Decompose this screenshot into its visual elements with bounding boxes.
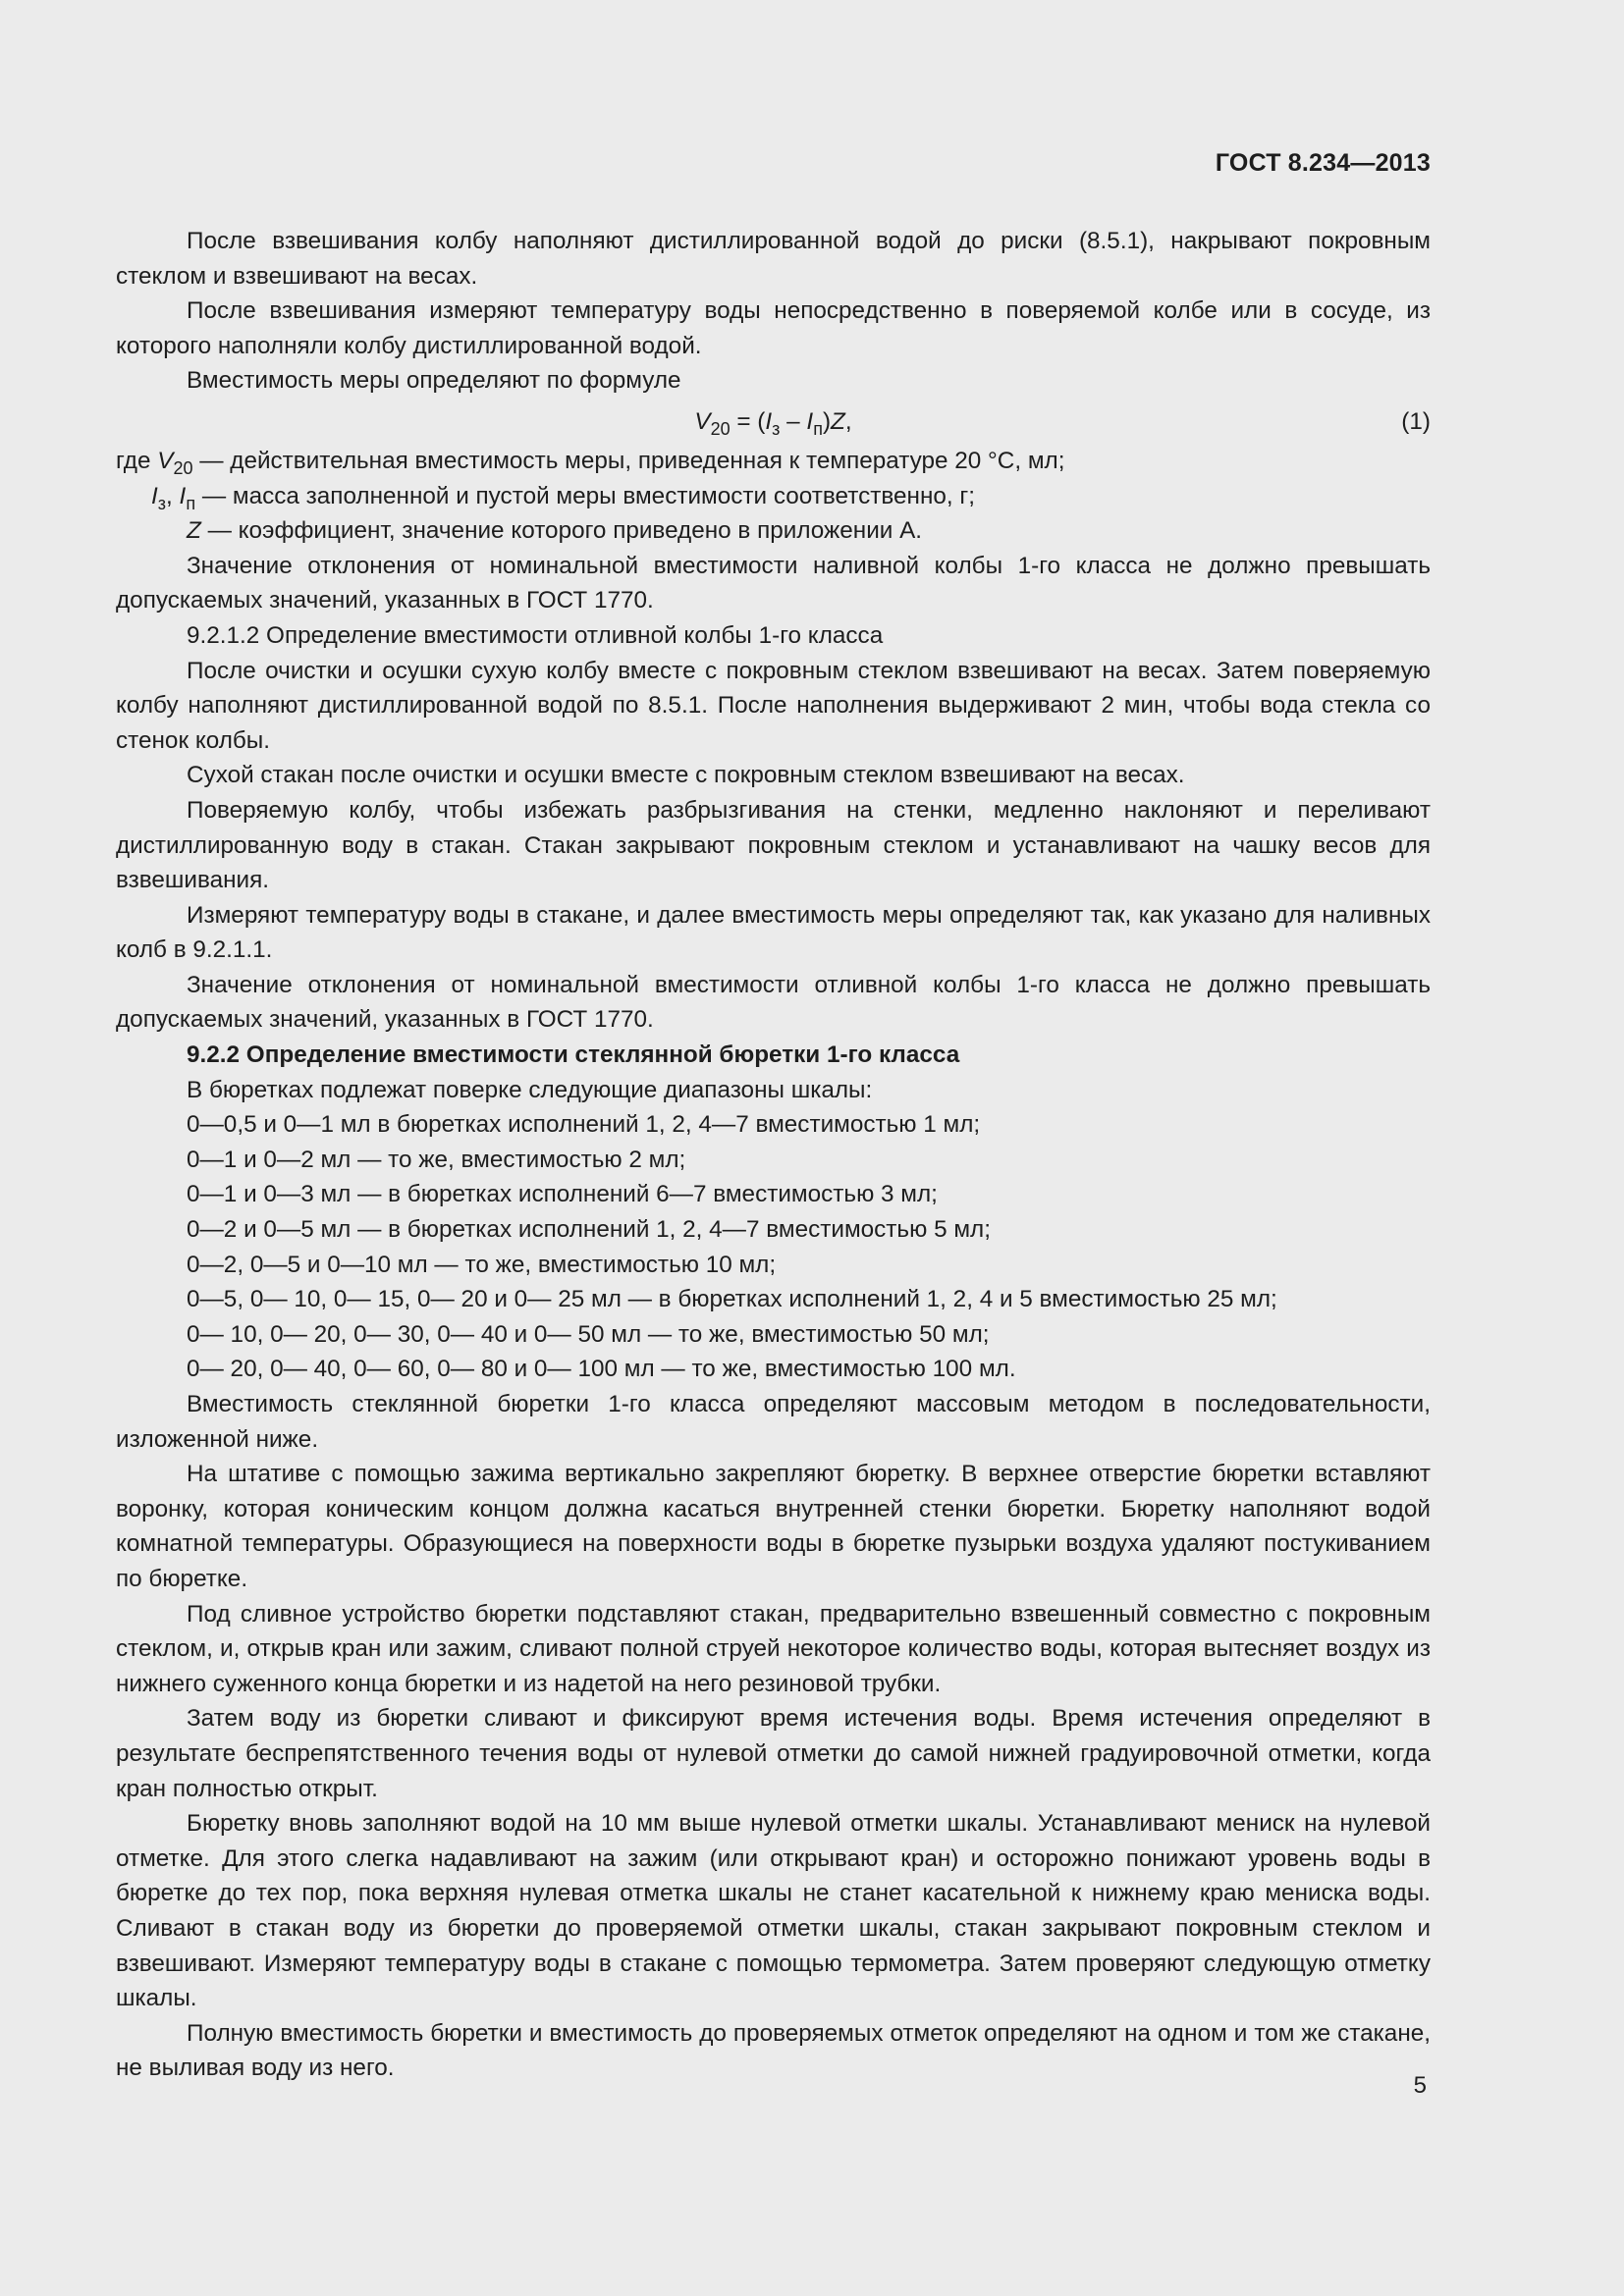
paragraph: После взвешивания колбу наполняют дистиллированной водой до риски (8.5.1), накрывают покровным стеклом и взвешивают на весах. — [116, 228, 1431, 290]
scale-list-item: 0—1 и 0—3 мл — в бюретках исполнений 6—7 вместимостью 3 мл; — [187, 1181, 938, 1208]
paragraph: После очистки и осушки сухую колбу вместе с покровным стеклом взвешивают на весах. Затем поверяемую колбу наполняют дистиллированной водой по 8.5.1. После наполнения выдерживают 2 мин, чтобы вода стекла со стенок колбы. — [116, 657, 1431, 754]
formula-legend-masses: $I_з$, $I_п$ — масса заполненной и пустой меры вместимости соответственно, г; — [151, 482, 975, 513]
scale-list-item: 0—2 и 0—5 мл — в бюретках исполнений 1, 2, 4—7 вместимостью 5 мл; — [187, 1216, 991, 1244]
formula: $V_{20} = (I_з - I_п)Z$, — [694, 407, 852, 439]
paragraph: Вместимость стеклянной бюретки 1-го класса определяют массовым методом в последовательности, изложенной ниже. — [116, 1391, 1431, 1453]
paragraph: Значение отклонения от номинальной вместимости наливной колбы 1-го класса не должно превышать допускаемых значений, указанных в ГОСТ 1770. — [116, 552, 1431, 614]
subsection-heading: 9.2.1.2 Определение вместимости отливной колбы 1-го класса — [187, 621, 884, 649]
scale-list-item: 0—2, 0—5 и 0—10 мл — то же, вместимостью 10 мл; — [187, 1251, 777, 1278]
scale-list-item: 0— 20, 0— 40, 0— 60, 0— 80 и 0— 100 мл — то же, вместимостью 100 мл. — [187, 1356, 1016, 1383]
scale-list-item: 0—5, 0— 10, 0— 15, 0— 20 и 0— 25 мл — в бюретках исполнений 1, 2, 4 и 5 вместимостью 25 мл; — [187, 1286, 1277, 1313]
page-number: 5 — [1413, 2072, 1427, 2099]
formula-row — [116, 400, 1431, 444]
scale-list-item: 0— 10, 0— 20, 0— 30, 0— 40 и 0— 50 мл — то же, вместимостью 50 мл; — [187, 1320, 990, 1348]
paragraph: Сухой стакан после очистки и осушки вместе с покровным стеклом взвешивают на весах. — [187, 762, 1185, 789]
section-heading: 9.2.2 Определение вместимости стеклянной бюретки 1-го класса — [187, 1041, 960, 1069]
paragraph: После взвешивания измеряют температуру воды непосредственно в поверяемой колбе или в сосуде, из которого наполняли колбу дистиллированной водой. — [116, 297, 1431, 359]
document-header: ГОСТ 8.234—2013 — [1215, 149, 1431, 177]
formula-legend-v20: где $V_{20}$ — действительная вместимость меры, приведенная к температуре 20 °С, мл; — [116, 447, 1065, 478]
paragraph: На штативе с помощью зажима вертикально закрепляют бюретку. В верхнее отверстие бюретки вставляют воронку, которая коническим концом должна касаться внутренней стенки бюретки. Бюретку наполняют водой комнатной температуры. Образующиеся на поверхности воды в бюретке пузырьки воздуха удаляют постукиванием по бюретке. — [116, 1461, 1431, 1592]
paragraph: Измеряют температуру воды в стакане, и далее вместимость меры определяют так, как указано для наливных колб в 9.2.1.1. — [116, 901, 1431, 964]
paragraph: Затем воду из бюретки сливают и фиксируют время истечения воды. Время истечения определяют в результате беспрепятственного течения воды от нулевой отметки до самой нижней градуировочной отметки, когда кран полностью открыт. — [116, 1705, 1431, 1802]
formula-legend-z: Z — коэффициент, значение которого приведено в приложении А. — [187, 517, 923, 545]
scale-intro: В бюретках подлежат поверке следующие диапазоны шкалы: — [187, 1076, 873, 1103]
formula-number: (1) — [1401, 407, 1431, 435]
scale-list-item: 0—1 и 0—2 мл — то же, вместимостью 2 мл; — [187, 1146, 686, 1173]
paragraph: Полную вместимость бюретки и вместимость до проверяемых отметок определяют на одном и том же стакане, не выливая воду из него. — [116, 2019, 1431, 2082]
body-text — [116, 224, 1431, 2086]
paragraph: Поверяемую колбу, чтобы избежать разбрызгивания на стенки, медленно наклоняют и переливают дистиллированную воду в стакан. Стакан закрывают покровным стеклом и устанавливают на чашку весов для взвешивания. — [116, 796, 1431, 894]
scale-list-item: 0—0,5 и 0—1 мл в бюретках исполнений 1, 2, 4—7 вместимостью 1 мл; — [187, 1111, 981, 1139]
paragraph: Значение отклонения от номинальной вместимости отливной колбы 1-го класса не должно превышать допускаемых значений, указанных в ГОСТ 1770. — [116, 971, 1431, 1034]
paragraph: Вместимость меры определяют по формуле — [187, 367, 681, 395]
paragraph: Бюретку вновь заполняют водой на 10 мм выше нулевой отметки шкалы. Устанавливают мениск на нулевой отметке. Для этого слегка надавливают на зажим (или открывают кран) и осторожно понижают уровень воды в бюретке до тех пор, пока верхняя нулевая отметка шкалы не станет касательной к нижнему краю мениска воды. Сливают в стакан воду из бюретки до проверяемой отметки шкалы, стакан закрывают покровным стеклом и взвешивают. Измеряют температуру воды в стакане с помощью термометра. Затем проверяют следующую отметку шкалы. — [116, 1810, 1431, 2012]
paragraph: Под сливное устройство бюретки подставляют стакан, предварительно взвешенный совместно с покровным стеклом, и, открыв кран или зажим, сливают полной струей некоторое количество воды, которая вытесняет воздух из нижнего суженного конца бюретки и из надетой на него резиновой трубки. — [116, 1600, 1431, 1697]
